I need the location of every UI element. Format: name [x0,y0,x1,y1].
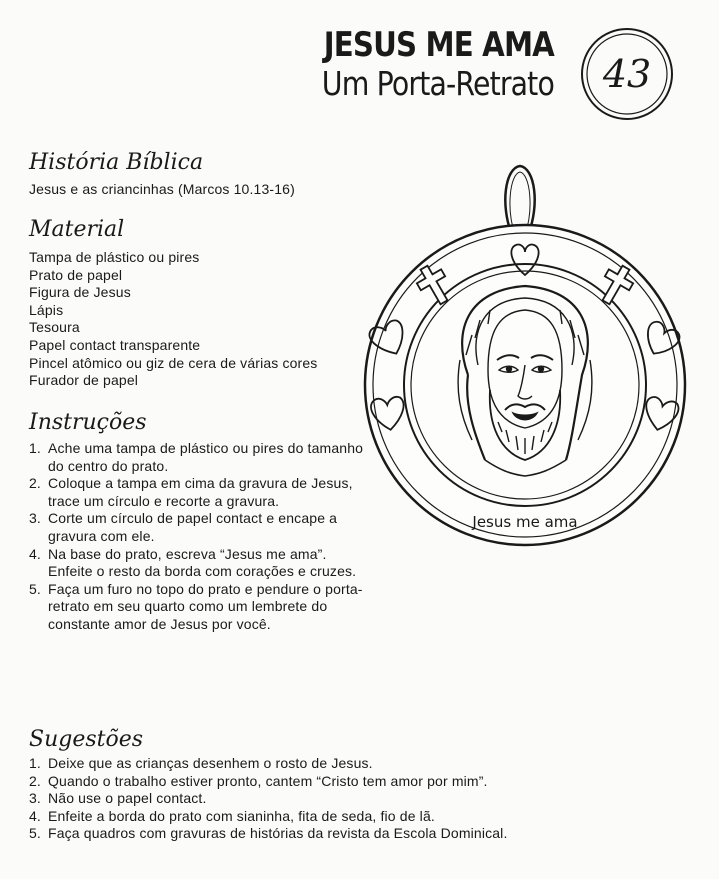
historia-heading: História Bíblica [29,150,204,175]
material-heading: Material [29,217,125,242]
list-item: 4. Enfeite a borda do prato com sianinha, fita de seda, fio de lã. [29,807,435,824]
list-item: Prato de papel [29,266,123,283]
list-item: Furador de papel [29,372,139,389]
lesson-number-badge [579,26,675,122]
list-item: Lápis [29,301,64,318]
list-item: Figura de Jesus [29,284,131,301]
list-item: Tampa de plástico ou pires [29,249,200,265]
list-item: 5. Faça quadros com gravuras de histórias da revista da Escola Dominical. [29,825,508,842]
list-item: Pincel atômico ou giz de cera de várias cores [29,354,318,371]
plate-illustration [360,160,690,560]
sugestoes-heading: Sugestões [29,727,144,752]
material-list [29,249,317,390]
page-subtitle: Um Porta-Retrato [321,64,554,103]
list-item: 2. Coloque a tampa em cima da gravura de Jesus, trace um círculo e recorte a gravura. [29,475,353,509]
list-item: 2. Quando o trabalho estiver pronto, cantem “Cristo tem amor por mim”. [29,772,488,789]
plate-outer-rim [365,225,685,545]
instrucoes-list [29,440,364,634]
list-item: 1. Ache uma tampa de plástico ou pires do tamanho do centro do prato. [29,440,364,474]
list-item: 3. Corte um círculo de papel contact e encape a gravura com ele. [29,510,338,544]
sugestoes-list [29,755,709,843]
page-title: JESUS ME AMA [323,25,554,65]
list-item: 4. Na base do prato, escreva “Jesus me ama”. Enfeite o resto da borda com corações e cruzes. [29,545,357,580]
plate-caption: Jesus me ama [472,513,578,531]
instrucoes-heading: Instruções [29,410,147,435]
list-item: 5. Faça um furo no topo do prato e pendure o porta-retrato em seu quarto como um lembrete do constante amor de Jesus por você. [29,580,363,632]
list-item: Papel contact transparente [29,336,201,353]
list-item: 3. Não use o papel contact. [29,790,207,807]
lesson-number: 43 [602,52,652,96]
list-item: 1. Deixe que as crianças desenhem o rosto de Jesus. [29,755,373,771]
page-header [284,26,554,104]
historia-text: Jesus e as criancinhas (Marcos 10.13-16) [29,181,295,197]
list-item: Tesoura [29,319,80,336]
